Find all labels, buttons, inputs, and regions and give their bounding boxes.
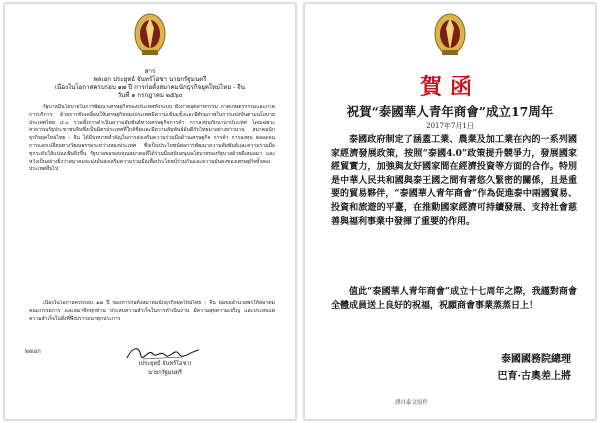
letter-label: สาร (144, 68, 156, 75)
signature-name: 巴育·古奧差上將 (497, 371, 571, 382)
letter-date: 2017年7月1日 (426, 122, 474, 130)
government-emblem-icon (130, 10, 170, 60)
letter-author: พลเอก ประยุทธ์ จันทร์โอชา นายกรัฐมนตรี (93, 76, 207, 83)
signature-position: นายกรัฐมนตรี (148, 370, 182, 376)
letter-paragraph: 泰國政府制定了涵蓋工業、農業及加工業在內的一系列國家經濟發展政策，按照“泰國4.0”政策提升競爭力，發展國家經貿實力，加強與友好國家間在經濟投資等方面的合作。特別是中華人民共和國與泰王國之間有著悠久緊密的關係，且是重要的貿易夥伴，“泰國華人青年商會”作為促進泰中兩國貿易、投資和旅遊的平臺，在推動國家經濟可持續發展、支持社會慈善與福利事業中發揮了重要的作用。 (331, 135, 577, 227)
letter-subtitle: 祝賀“泰國華人青年商會”成立17周年 (346, 104, 554, 119)
signature-name: (ประยุทธ์ จันทร์โอชา) (138, 361, 192, 367)
government-emblem-icon (430, 10, 470, 60)
letter-paragraph: เนื่องในโอกาสครบรอบ ๑๗ ปี ของการก่อตั้งสมาคมนักธุรกิจยุคใหม่ไทย - จีน ผมขออำนวยพรให้สมาคม คณะกรรมการ และสมาชิกทุกท่าน ประสบความสำเร็จในการดำเนินงาน มีความสุขความเจริญ และประสบแต่ความสำเร็จในสิ่งที่พึงปรารถนาทุกประการ (29, 300, 275, 322)
letter-paragraph: 值此“泰國華人青年商會”成立十七周年之際，我謹對商會全體成員送上良好的祝福，祝願商會事業蒸蒸日上！ (331, 287, 577, 311)
signature-title: 泰國國務院總理 (501, 354, 571, 365)
translator-note: 譯自泰文原件 (395, 400, 429, 406)
letter-paragraph: รัฐบาลมีนโยบายในการพัฒนาเศรษฐกิจของประเทศทั้งระบบ ทั้งภาคอุตสาหกรรม ภาคเกษตรกรรมและภาคการบริการ ด้วยการขับเคลื่อนให้เศรษฐกิจของประเทศมีความเข้มแข็งและมีศักยภาพในการแข่งขันตามนโยบายประเทศไทย ๔.๐ รวมทั้งการดำเนินความสัมพันธ์ทางเศรษฐกิจการค้า การลงทุนกับนานาประเทศ โดยเฉพาะสาธารณรัฐประชาชนจีนซึ่งเป็นมิตรประเทศที่ใกล้ชิดและมีความสัมพันธ์อันดีกับไทยมาอย่างยาวนาน สมาคมนักธุรกิจยุคใหม่ไทย - จีน ได้มีบทบาทสำคัญในการส่งเสริมความร่วมมือด้านเศรษฐกิจ การค้า การลงทุน ตลอดจนการแลกเปลี่ยนทางวัฒนธรรมระหว่างสองประเทศ ซึ่งเป็นประโยชน์ต่อการพัฒนาความสัมพันธ์และความร่วมมือทุกระดับให้แน่นแฟ้นยิ่งขึ้น รัฐบาลขอขอบคุณสมาคมที่ได้ร่วมมือสนับสนุนนโยบายของรัฐบาลด้วยดีเสมอมา และหวังเป็นอย่างยิ่งว่าสมาคมจะมุ่งมั่นส่งเสริมความร่วมมือเพื่อประโยชน์ร่วมกันและความมั่นคงของเศรษฐกิจทั้งสองประเทศสืบไป (29, 104, 275, 173)
signature-title: พลเอก (25, 349, 41, 355)
letter-heading: 賀函 (419, 74, 480, 100)
letter-occasion: เนื่องในโอกาสครบรอบ ๑๗ ปี การก่อตั้งสมาคมนักธุรกิจยุคใหม่ไทย - จีน (55, 84, 245, 91)
chinese-letter-page (304, 3, 596, 420)
thai-letter-page (4, 3, 296, 420)
letter-date: วันที่ ๑ กรกฎาคม ๒๕๖๐ (117, 92, 183, 99)
